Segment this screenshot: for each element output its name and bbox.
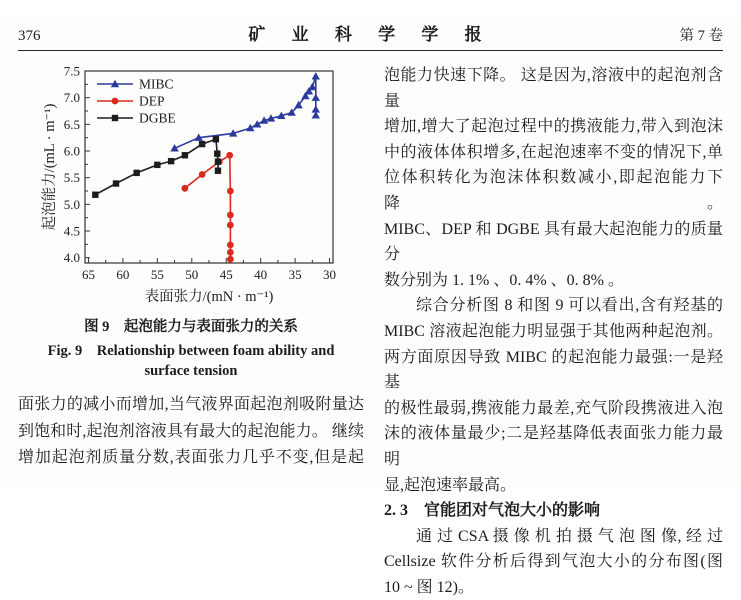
svg-text:55: 55 bbox=[150, 267, 164, 282]
svg-text:6.5: 6.5 bbox=[63, 116, 80, 132]
text-line: 增加起泡剂质量分数,表面张力几乎不变,但是起 bbox=[18, 449, 364, 467]
text-line: 泡能力快速下降。 这是因为,溶液中的起泡剂含量 bbox=[384, 67, 723, 110]
text-line: 显,起泡速率最高。 bbox=[384, 476, 517, 494]
two-column-body bbox=[18, 63, 723, 600]
right-paragraph-2 bbox=[384, 293, 723, 498]
figure9-caption-en-line1: Fig. 9 Relationship between foam ability and bbox=[47, 343, 335, 359]
volume-label: 第 7 卷 bbox=[679, 28, 723, 44]
text-line: MIBC、DEP 和 DGBE 具有最大起泡能力的质量分 bbox=[384, 220, 723, 264]
svg-text:7.0: 7.0 bbox=[63, 90, 80, 106]
figure9 bbox=[18, 63, 364, 380]
text-line: Cellsize 软件分析后得到气泡大小的分布图(图 bbox=[384, 553, 723, 571]
text-line: 通 过 CSA 摄 像 机 拍 摄 气 泡 图 像, 经 过 bbox=[416, 527, 723, 545]
text-line: 10 ~ 图 12)。 bbox=[384, 578, 474, 596]
svg-text:6.0: 6.0 bbox=[63, 143, 80, 159]
text-line: 沫的液体量最少;二是羟基降低表面张力能力最明 bbox=[384, 425, 723, 468]
svg-text:7.5: 7.5 bbox=[63, 63, 80, 79]
text-line: 综合分析图 8 和图 9 可以看出,含有羟基的 bbox=[416, 297, 723, 315]
svg-text:45: 45 bbox=[219, 267, 233, 282]
svg-text:5.0: 5.0 bbox=[63, 196, 80, 212]
svg-text:MIBC: MIBC bbox=[139, 76, 174, 92]
text-line: 位体积转化为泡沫体积数减小,即起泡能力下降。 bbox=[384, 169, 723, 212]
left-column bbox=[18, 63, 364, 600]
right-column bbox=[384, 63, 723, 600]
right-paragraph-3 bbox=[384, 524, 723, 600]
page-header bbox=[18, 20, 723, 51]
svg-text:表面张力/(mN · m⁻¹): 表面张力/(mN · m⁻¹) bbox=[144, 289, 274, 305]
text-line: 到饱和时,起泡剂溶液具有最大的起泡能力。 继续 bbox=[18, 422, 364, 440]
journal-title: 矿 业 科 学 学 报 bbox=[248, 25, 493, 44]
text-line: 增加,增大了起泡过程中的携液能力,带入到泡沫 bbox=[384, 118, 723, 136]
right-paragraph-1 bbox=[384, 63, 723, 293]
left-paragraph bbox=[18, 392, 364, 472]
text-line: 数分别为 1. 1% 、0. 4% 、0. 8% 。 bbox=[384, 271, 624, 289]
section-heading-2-3: 2. 3 官能团对气泡大小的影响 bbox=[384, 502, 601, 520]
text-line: 中的液体体积增多,在起泡速率不变的情况下,单 bbox=[384, 143, 723, 161]
journal-page bbox=[0, 20, 741, 596]
svg-text:65: 65 bbox=[81, 267, 95, 282]
svg-text:DEP: DEP bbox=[139, 93, 165, 109]
text-line: 的极性最弱,携液能力最差,充气阶段携液进入泡 bbox=[384, 399, 723, 417]
text-line: MIBC 溶液起泡能力明显强于其他两种起泡剂。 bbox=[384, 322, 723, 340]
svg-text:4.0: 4.0 bbox=[63, 250, 80, 266]
svg-text:35: 35 bbox=[288, 267, 302, 282]
figure9-chart bbox=[41, 63, 341, 313]
figure9-caption-en-line2: surface tension bbox=[144, 363, 238, 379]
svg-text:50: 50 bbox=[185, 267, 199, 282]
text-line: 两方面原因导致 MIBC 的起泡能力最强:一是羟基 bbox=[384, 348, 723, 392]
text-line: 面张力的减小而增加,当气液界面起泡剂吸附量达 bbox=[18, 396, 364, 413]
svg-text:30: 30 bbox=[323, 267, 337, 282]
svg-text:40: 40 bbox=[254, 267, 268, 282]
svg-text:60: 60 bbox=[116, 267, 130, 282]
figure9-caption-cn: 图 9 起泡能力与表面张力的关系 bbox=[84, 319, 298, 335]
svg-text:DGBE: DGBE bbox=[139, 110, 176, 126]
page-number: 376 bbox=[18, 28, 41, 44]
svg-text:起泡能力/(mL · m⁻¹): 起泡能力/(mL · m⁻¹) bbox=[42, 103, 58, 231]
svg-text:5.5: 5.5 bbox=[63, 170, 80, 186]
svg-text:4.5: 4.5 bbox=[63, 223, 80, 239]
